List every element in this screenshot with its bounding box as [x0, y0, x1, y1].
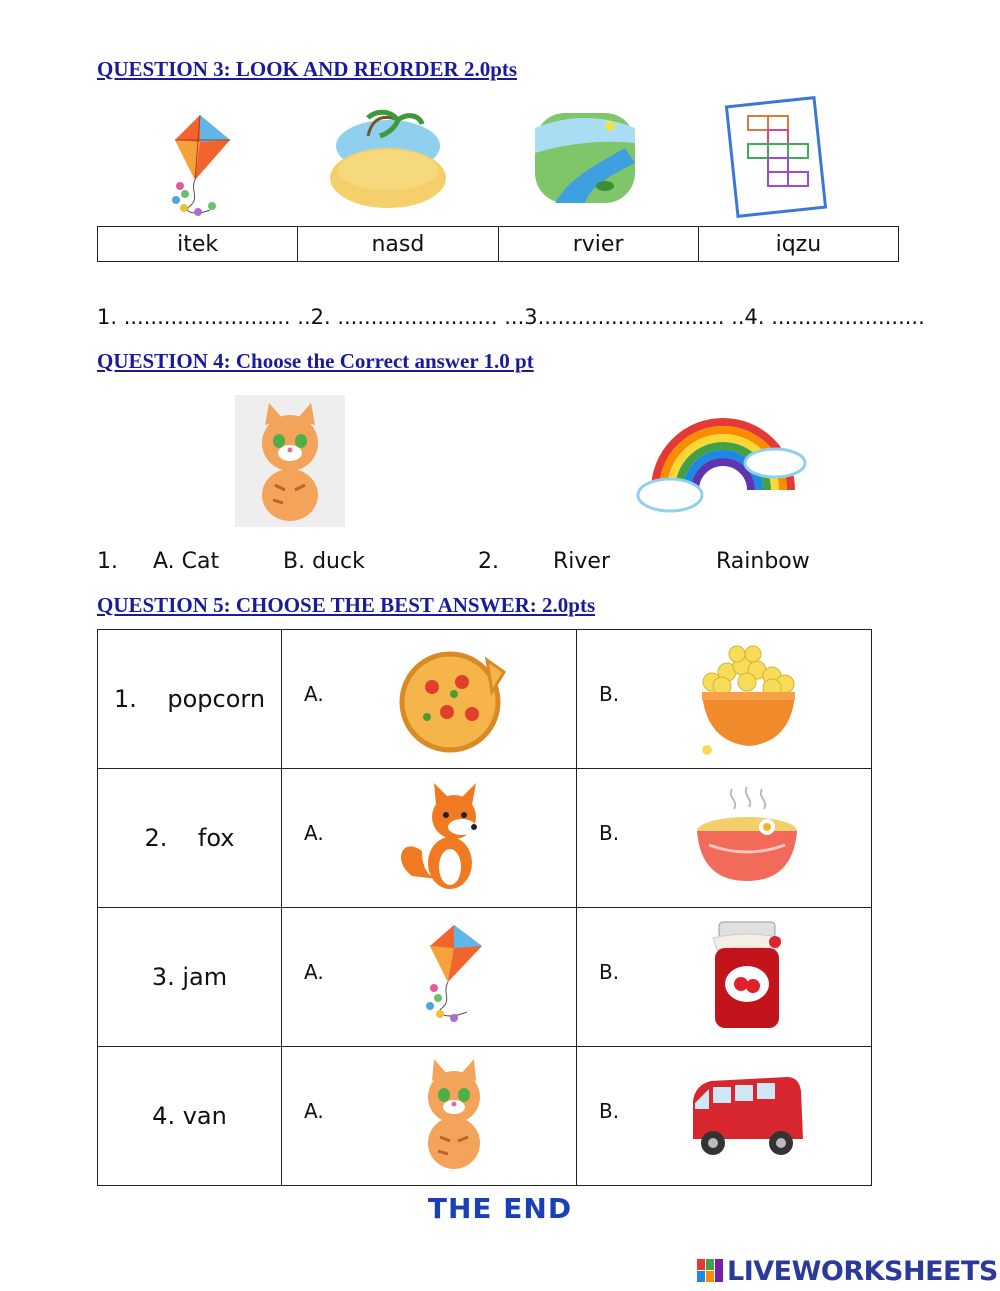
scrambled-word: iqzu: [698, 227, 898, 262]
q5-answer-table: [97, 629, 872, 1186]
option-letter: B.: [599, 821, 620, 845]
sand-beach-picture: [328, 108, 450, 210]
rainbow-picture: [635, 405, 810, 520]
table-row: [98, 630, 872, 769]
question-3-heading: QUESTION 3: LOOK AND REORDER 2.0pts: [97, 57, 518, 81]
scrambled-words-table: [97, 226, 899, 262]
kite-picture: [150, 110, 245, 222]
cat-picture: [392, 1059, 512, 1174]
option-letter: A.: [304, 960, 324, 984]
option-letter: B.: [599, 1099, 620, 1123]
liveworksheets-brand-text: LIVEWORKSHEETS: [727, 1255, 998, 1287]
q4-item2-option-b[interactable]: Rainbow: [716, 549, 810, 574]
q5-word: 4. van: [98, 1047, 282, 1186]
river-picture: [530, 108, 640, 208]
option-letter: A.: [304, 682, 324, 706]
q5-option-b[interactable]: [577, 908, 872, 1047]
the-end-text: THE END: [427, 1192, 573, 1225]
q5-option-b[interactable]: [577, 769, 872, 908]
option-letter: B.: [599, 682, 620, 706]
q5-option-b[interactable]: [577, 630, 872, 769]
pizza-picture: [392, 642, 512, 757]
option-letter: A.: [304, 821, 324, 845]
q5-option-a[interactable]: [282, 1047, 577, 1186]
fox-picture: [392, 781, 512, 896]
kite-picture: [392, 920, 512, 1035]
liveworksheets-logo: [697, 1256, 998, 1286]
q4-item1-option-a[interactable]: A. Cat: [153, 549, 220, 574]
popcorn-bowl-picture: [687, 642, 807, 757]
noodle-bowl-picture: [687, 781, 807, 896]
q4-item1-number: 1.: [97, 549, 118, 574]
option-letter: B.: [599, 960, 620, 984]
q4-item2-number: 2.: [478, 549, 499, 574]
q5-option-b[interactable]: [577, 1047, 872, 1186]
q5-option-a[interactable]: [282, 630, 577, 769]
q5-option-a[interactable]: [282, 769, 577, 908]
question-4-heading: QUESTION 4: Choose the Correct answer 1.0 pt: [97, 349, 534, 373]
cat-picture: [235, 395, 345, 527]
question-5-heading: QUESTION 5: CHOOSE THE BEST ANSWER: 2.0pts: [97, 593, 596, 617]
q4-item2-option-a[interactable]: River: [553, 549, 610, 574]
q5-word: 3. jam: [98, 908, 282, 1047]
q5-word: 1. popcorn: [98, 630, 282, 769]
option-letter: A.: [304, 1099, 324, 1123]
scrambled-word: rvier: [498, 227, 698, 262]
table-row: [98, 1047, 872, 1186]
table-row: [98, 769, 872, 908]
red-van-picture: [687, 1059, 807, 1174]
table-row: [98, 908, 872, 1047]
reorder-answer-line[interactable]: 1. ......................... ..2. ........................ ...3............................ ..4. .......................: [97, 305, 925, 329]
scrambled-word: itek: [98, 227, 298, 262]
quiz-paper-picture: [720, 96, 830, 218]
q5-word: 2. fox: [98, 769, 282, 908]
jam-jar-picture: [687, 920, 807, 1035]
liveworksheets-logo-icon: [697, 1259, 723, 1283]
scrambled-word: nasd: [298, 227, 498, 262]
q5-option-a[interactable]: [282, 908, 577, 1047]
q4-item1-option-b[interactable]: B. duck: [283, 549, 365, 574]
